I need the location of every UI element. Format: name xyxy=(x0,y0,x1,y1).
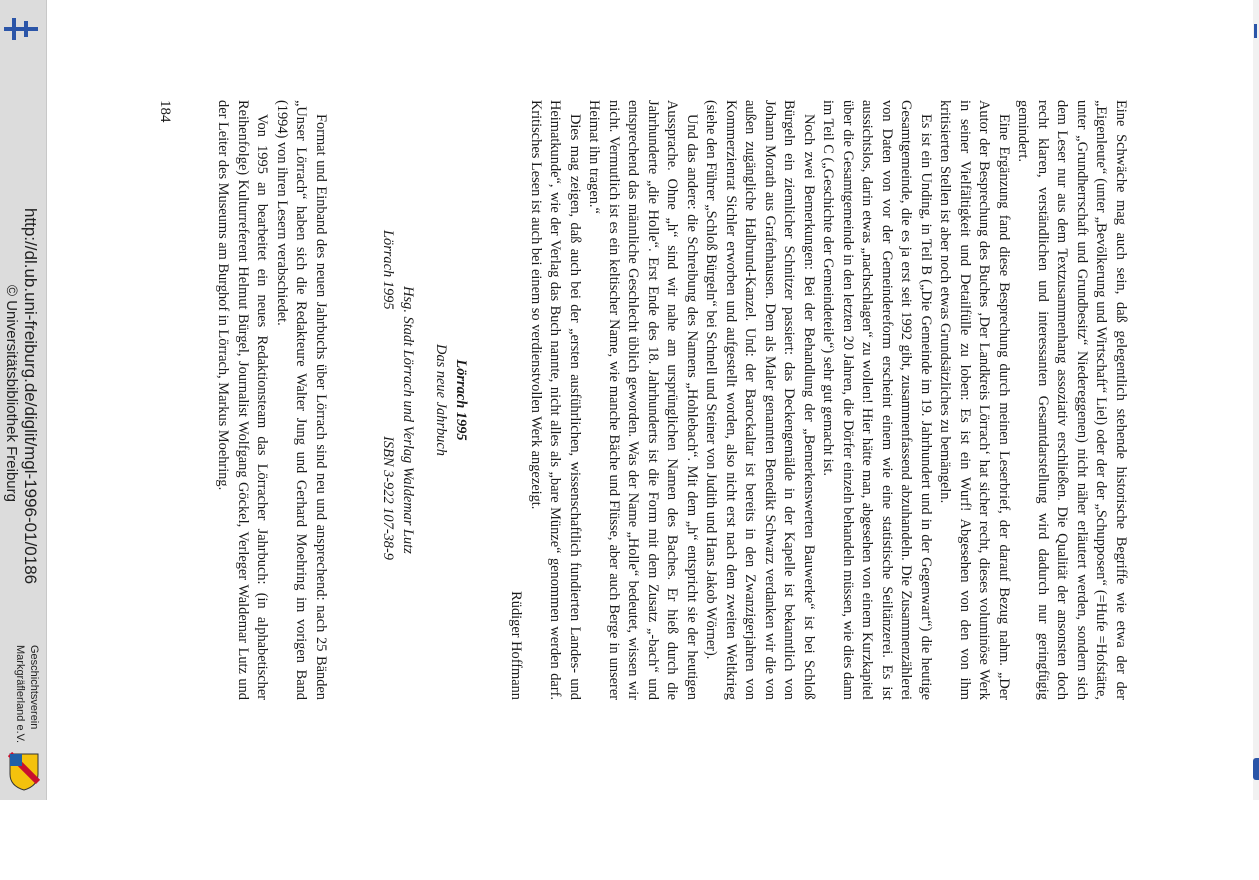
paragraph: Noch zwei Bemerkungen: Bei der Behandlung der „Bemerkenswerten Bauwerke“ ist bei Schloß Bürgeln ein ziemlicher Schnitzer passiert: das Deckengemälde in der Kapelle ist bekanntlich von Johann Morath aus Grafenhausen. Dem als Maler genannten Benedikt Schwarz verdanken wir die von außen zugängliche Halbrund-Kanzel. Und: der Barockaltar ist bereits in den Zwanzigerjahren von Kommerzienrat Sichler erworben und aufgestellt worden, also nicht erst nach dem zweiten Weltkrieg (siehe den Führer „Schloß Bürgeln“ bei Schnell und Steiner von Judith und Hans Jakob Wörner). xyxy=(703,100,817,700)
paragraph: Dies mag zeigen, daß auch bei der „ersten ausführlichen, wissenschaftlich fundierten Landes- und Heimatkunde“, wie der Verlag das Buch nannte, nicht alles als „bare Münze“ genommen werden darf. Kritisches Lesen ist auch bei einem so verdienstvollen Werk angezeigt. xyxy=(528,100,583,700)
main-text xyxy=(506,100,1130,700)
review-place: Lörrach 1995 xyxy=(380,230,397,310)
review-publisher: Hsg. Stadt Lörrach und Verlag Waldemar Lutz xyxy=(400,286,416,554)
paragraph: Eine Ergänzung fand diese Besprechung durch meinen Leserbrief, der darauf Bezug nahm. „Der Autor der Besprechung des Buches ‚Der Landkreis Lörrach‘ hat sicher recht, dieses voluminöse Werk in seiner Vielfältigkeit und Detailfülle zu loben: Es ist ein Wurf! Abgesehen von den von ihm kritisierten Stellen ist aber noch etwas Grundsätzliches zu bemängeln. xyxy=(937,100,1012,700)
paragraph: Format und Einband des neuen Jahrbuchs über Lörrach sind neu und ansprechend: nach 25 Bänden „Unser Lörrach“ haben sich die Redakteure Walter Jung und Gerhard Moehring im vorigen Band (1994) von ihren Lesern verabschiedet. xyxy=(274,100,329,700)
viewer-right-edge xyxy=(1253,0,1259,800)
review-isbn: ISBN 3-922 107-38-9 xyxy=(380,436,397,560)
right-badge-icon xyxy=(1253,758,1259,780)
org-name-line2: Markgräflerland e.V. xyxy=(14,645,26,744)
scanned-page xyxy=(130,100,1130,880)
review-title: Lörrach 1995 xyxy=(453,359,469,441)
copyright-text: © Universitätsbibliothek Freiburg xyxy=(3,285,20,502)
right-logo-icon xyxy=(1254,24,1257,38)
org-name-line1: Geschichtsverein xyxy=(28,645,40,730)
review-header xyxy=(378,100,470,700)
page-number: 184 xyxy=(157,100,173,123)
review-subtitle: Das neue Jahrbuch xyxy=(433,344,450,456)
paragraph: Es ist ein Unding, in Teil B („Die Gemeinde im 19. Jahrhundert und in der Gegenwart“) die heutige Gesamtgemeinde, die es ja erst seit 1992 gibt, zusammenfassend abzuhandeln. Die Zusammenzählerei von Daten von vor der Gemeindereform erscheint einem wie eine statistische Seiltänzerei. Es ist aussichtslos, darin etwas „nachschlagen“ zu wollen! Hier hätte man, abgesehen von einem Kurzkapitel über die Gesamtgemeinde in den letzten 20 Jahren, die Dörfer einzeln behandeln müssen, wie dies dann im Teil C („Geschichte der Gemeindeteile“) sehr gut gemacht ist. xyxy=(820,100,934,700)
author-signature: Rüdiger Hoffmann xyxy=(508,591,525,700)
paragraph: Von 1995 an bearbeitet ein neues Redaktionsteam das Lörracher Jahrbuch: (in alphabetischer Reihenfolge) Kulturreferent Helmut Bürgel, Journalist Wolfgang Göckel, Verleger Waldemar Lutz und der Leiter des Museums am Burghof in Lörrach, Markus Moehring. xyxy=(215,100,271,700)
review-text xyxy=(213,100,330,700)
review-meta xyxy=(378,230,398,560)
viewer-url-strip xyxy=(0,0,46,800)
paragraph: Eine Schwäche mag auch sein, daß gelegentlich stehende historische Begriffe wie etwa der der „Eigenleute“ (unter „Bevölkerung und Wirtschaft“ Liel) oder der der „Schupposen“ (=Hufe =Hofstätte, unter „Grundherrschaft und Grundbesitz“ Niedereggenen) nicht näher erläutert werden, sondern sich dem Leser nur aus dem Textzusammenhang assoziativ erschließen. Die Qualität der ansonsten doch recht klaren, verständlichen und interessanten Gesamtdarstellung wird dadurch nur geringfügig gemindert. xyxy=(1015,100,1129,700)
document-url[interactable]: http://dl.ub.uni-freiburg.de/diglit/mgl-1996-01/0186 xyxy=(21,208,40,585)
paragraph: Und das andere: die Schreibung des Namens „Hohlebach“. Mit dem „h“ entspricht sie der heutigen Aussprache. Ohne „h“ sind wir nahe am ursprünglichen Namen des Baches. Er hieß durch die Jahrhunderte „die Holle“. Erst Ende des 18. Jahrhunderts ist die Form mit dem Zusatz „-bach“ und entsprechend das männliche Geschlecht üblich geworden. Was der Name „Holle“ bedeutet, wissen wir nicht. Vermutlich ist es ein keltischer Name, wie manche Bäche und Flüsse, aber auch Berge in unserer Heimat ihn tragen.“ xyxy=(586,100,700,700)
